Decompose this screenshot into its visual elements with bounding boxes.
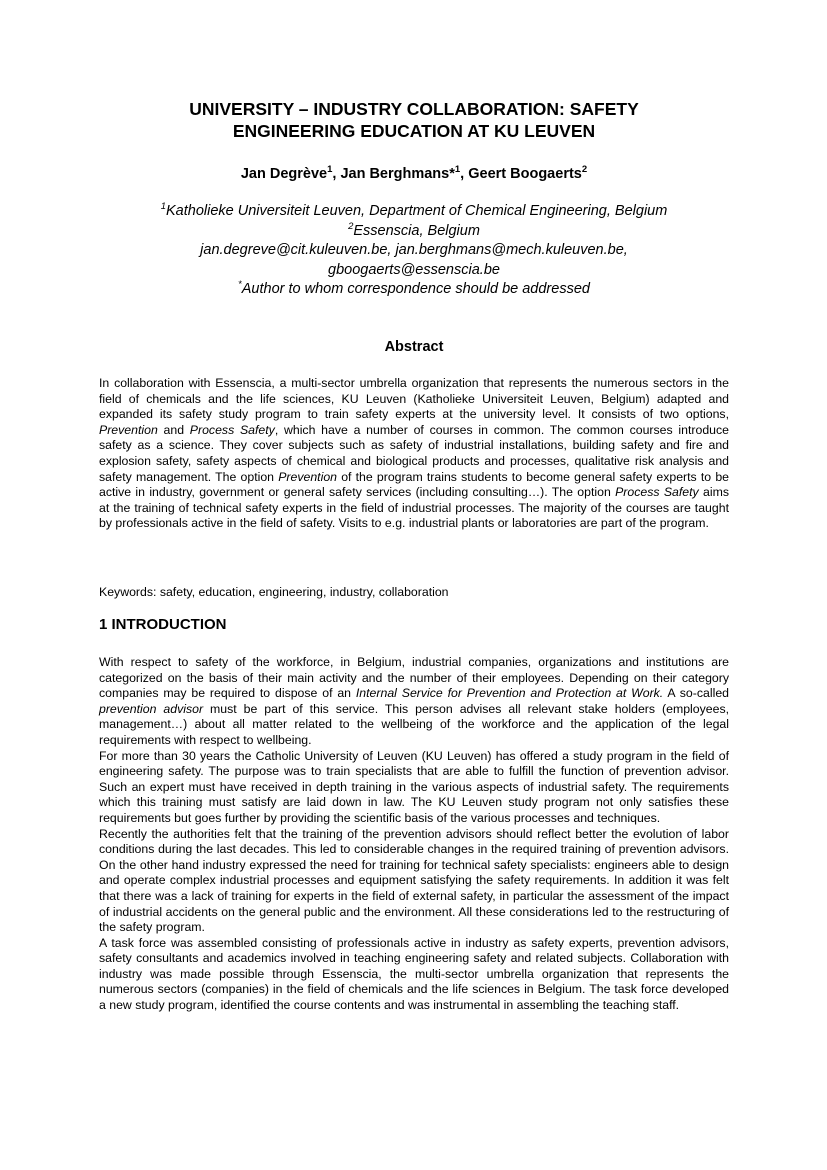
intro-paragraph: A task force was assembled consisting of professionals active in industry as safety experts, prevention advisors, safety consultants and academics involved in teaching engineering safety and related subjects. Collaboration with industry was made possible through Essenscia, the multi-sector umbrella organization that represents the numerous sectors (companies) in the field of chemicals and the life sciences in Belgium. The task force developed a new study program, identified the course contents and was instrumental in assembling the teaching staff. xyxy=(99,935,729,1013)
emphasis-run: Prevention xyxy=(99,422,158,437)
author-affiliation-mark: 1 xyxy=(454,164,461,176)
title-line-2: ENGINEERING EDUCATION AT KU LEUVEN xyxy=(232,121,596,141)
emphasis-run: Process Safety xyxy=(615,485,699,500)
author-name: Jan Berghmans* xyxy=(340,166,455,182)
paper-title xyxy=(99,98,729,142)
author-separator: , xyxy=(332,166,341,182)
introduction-body xyxy=(99,655,729,1014)
abstract-heading: Abstract xyxy=(384,339,444,355)
intro-paragraph xyxy=(99,655,729,749)
section-heading-introduction: 1 INTRODUCTION xyxy=(99,616,227,633)
author-name: Jan Degrève xyxy=(240,166,328,182)
emphasis-run: prevention advisor xyxy=(99,701,204,716)
affiliation-mark: 2 xyxy=(348,220,354,232)
text-run: aims at the training of technical safety experts in the field of industrial processes. The majority of the courses are taught by professionals active in the field of safety. Visits to e.g. industrial plants or laboratories are part of the program. xyxy=(99,485,729,531)
affiliation-mark: 1 xyxy=(160,201,166,213)
abstract-paragraph xyxy=(99,376,729,532)
intro-paragraph: Recently the authorities felt that the training of the prevention advisors should reflect better the evolution of labor conditions during the last decades. This led to considerable changes in the required training of prevention advisors. On the other hand industry expressed the need for training for technical safety specialists: engineers able to design and operate complex industrial processes and equipment satisfying the safety requirements. In addition it was felt that there was a lack of training for experts in the field of external safety, in particular the assessment of the impact of industrial accidents on the general public and the environment. All these considerations led to the restructuring of the safety program. xyxy=(99,826,729,935)
author-name: Geert Boogaerts xyxy=(468,166,582,182)
text-run: of the program trains students to become general safety experts to be active in industry, government or general safety services (including consulting…). The option xyxy=(99,469,729,500)
author-list xyxy=(99,164,729,184)
correspondence-note xyxy=(99,280,729,300)
author-separator: , xyxy=(460,166,469,182)
affiliation-text: Katholieke Universiteit Leuven, Department of Chemical Engineering, Belgium xyxy=(165,203,668,219)
affiliations xyxy=(99,202,729,300)
emphasis-run: Process Safety xyxy=(189,422,275,437)
text-run: and xyxy=(157,422,190,437)
title-line-1: UNIVERSITY – INDUSTRY COLLABORATION: SAFETY xyxy=(189,99,639,119)
correspondence-text: Author to whom correspondence should be addressed xyxy=(241,281,590,297)
author-affiliation-mark: 1 xyxy=(327,164,333,176)
emphasis-run: Internal Service for Prevention and Protection at Work. xyxy=(355,686,664,701)
text-run: In collaboration with Essenscia, a multi-sector umbrella organization that represents the numerous sectors in the field of chemicals and the life sciences, KU Leuven (Katholieke Universiteit Leuven, Belgium) adapted and expanded its safety study program to train safety experts at the university level. It consists of two options, xyxy=(99,376,729,422)
intro-paragraph: For more than 30 years the Catholic University of Leuven (KU Leuven) has offered a study program in the field of engineering safety. The purpose was to train specialists that are able to fulfill the function of prevention advisor. Such an expert must have received in depth training in the various aspects of industrial safety. The requirements which this training must satisfy are laid down in law. The KU Leuven study program not only satisfies these requirements but goes further by providing the scientific basis of the various processes and techniques. xyxy=(99,748,729,825)
email-line: jan.degreve@cit.kuleuven.be, jan.berghmans@mech.kuleuven.be, xyxy=(200,242,628,258)
correspondence-mark: * xyxy=(238,279,242,291)
author-affiliation-mark: 2 xyxy=(581,164,588,176)
affiliation-line xyxy=(99,202,729,222)
keywords: Keywords: safety, education, engineering, industry, collaboration xyxy=(99,585,449,599)
abstract-body xyxy=(99,376,729,532)
text-run: A so-called xyxy=(663,686,729,701)
affiliation-line xyxy=(99,222,729,242)
text-run: With respect to safety of the workforce, in Belgium, industrial companies, organizations and institutions are categorized on the basis of their main activity and the number of their employees. Depending on their category companies may be required to dispose of an xyxy=(99,655,729,701)
text-run: must be part of this service. This person advises all relevant stake holders (employees, management…) about all matter related to the wellbeing of the workforce and the application of the legal requirements with respect to wellbeing. xyxy=(99,701,730,747)
text-run: , which have a number of courses in common. The common courses introduce safety as a science. They cover subjects such as safety of industrial installations, building safety and fire and explosion safety, safety aspects of chemical and biological products and processes, qualitative risk analysis and safety management. The option xyxy=(99,422,729,484)
email-line: gboogaerts@essenscia.be xyxy=(328,261,500,278)
emphasis-run: Prevention xyxy=(278,469,338,484)
affiliation-text: Essenscia, Belgium xyxy=(353,222,480,239)
